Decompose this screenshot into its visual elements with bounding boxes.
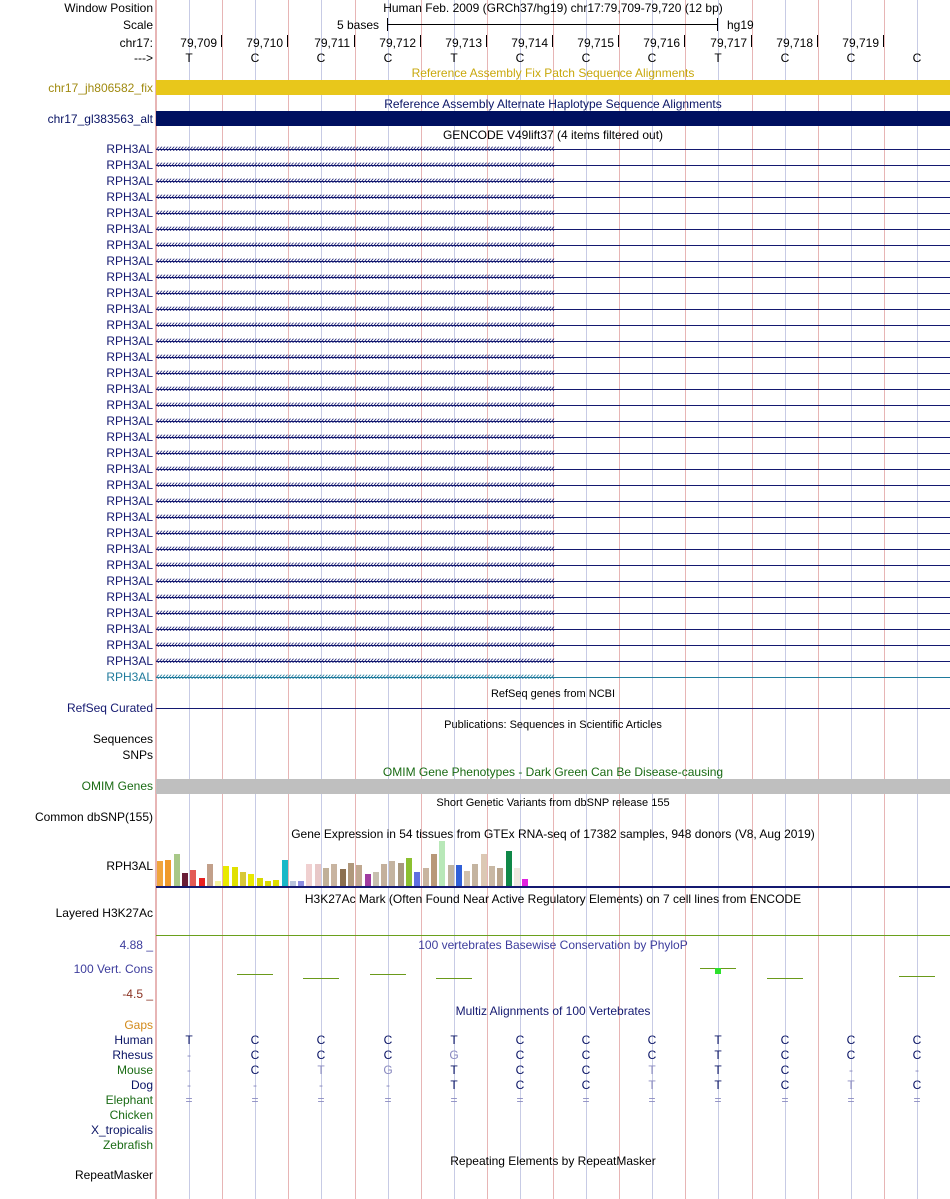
- alt-haplotype-label[interactable]: chr17_gl383563_alt: [47, 112, 153, 126]
- strand-arrows-icon: ‹‹‹‹‹‹‹‹‹‹‹‹‹‹‹‹‹‹‹‹‹‹‹‹‹‹‹‹‹‹‹‹‹‹‹‹‹‹‹‹‹‹‹‹‹‹‹‹‹‹‹‹‹‹‹‹‹‹‹‹‹‹‹‹‹‹‹‹‹‹‹‹‹‹‹‹‹‹‹‹‹‹‹‹‹‹‹‹‹‹‹‹‹‹‹‹‹‹‹‹‹‹‹‹‹‹‹‹‹‹‹‹‹‹‹‹‹‹‹‹‹‹‹‹‹‹‹‹‹‹: [156, 271, 555, 283]
- gtex-bar[interactable]: [174, 854, 180, 886]
- gencode-gene-label[interactable]: RPH3AL: [106, 334, 153, 348]
- multiz-base: C: [581, 1063, 591, 1077]
- phylop-peak[interactable]: [715, 968, 721, 974]
- multiz-base: G: [449, 1048, 459, 1062]
- gtex-bar[interactable]: [448, 865, 454, 886]
- phylop-label[interactable]: 100 Vert. Cons: [73, 962, 153, 976]
- base-letter: T: [714, 51, 722, 65]
- position-tick-label: 79,710: [246, 36, 283, 50]
- alt-haplotype-track-title: Reference Assembly Alternate Haplotype Sequence Alignments: [384, 97, 722, 111]
- gtex-bar[interactable]: [381, 864, 387, 886]
- multiz-base: C: [647, 1048, 657, 1062]
- gtex-bar[interactable]: [356, 865, 362, 886]
- gtex-bar[interactable]: [157, 861, 163, 886]
- multiz-species-label[interactable]: Zebrafish: [102, 1138, 153, 1152]
- gtex-bar[interactable]: [439, 841, 445, 886]
- scale-bar-right-tick: [717, 18, 718, 31]
- gtex-bar[interactable]: [464, 871, 470, 886]
- multiz-base: C: [250, 1033, 260, 1047]
- position-tick-label: 79,718: [776, 36, 813, 50]
- scale-bar-left-tick: [387, 18, 388, 31]
- gtex-bar[interactable]: [431, 854, 437, 886]
- gtex-gene-label[interactable]: RPH3AL: [106, 859, 153, 873]
- gencode-gene-label[interactable]: RPH3AL: [106, 414, 153, 428]
- gencode-gene-label[interactable]: RPH3AL: [106, 254, 153, 268]
- base-letter: C: [383, 51, 393, 65]
- multiz-base: C: [846, 1048, 856, 1062]
- dbsnp-track-title: Short Genetic Variants from dbSNP release 155: [436, 797, 670, 809]
- multiz-base: =: [317, 1093, 325, 1107]
- multiz-base: T: [450, 1078, 458, 1092]
- strand-arrows-icon: ‹‹‹‹‹‹‹‹‹‹‹‹‹‹‹‹‹‹‹‹‹‹‹‹‹‹‹‹‹‹‹‹‹‹‹‹‹‹‹‹‹‹‹‹‹‹‹‹‹‹‹‹‹‹‹‹‹‹‹‹‹‹‹‹‹‹‹‹‹‹‹‹‹‹‹‹‹‹‹‹‹‹‹‹‹‹‹‹‹‹‹‹‹‹‹‹‹‹‹‹‹‹‹‹‹‹‹‹‹‹‹‹‹‹‹‹‹‹‹‹‹‹‹‹‹‹‹‹‹‹: [156, 207, 555, 219]
- base-letter: T: [450, 51, 458, 65]
- phylop-mark[interactable]: [436, 978, 472, 979]
- gtex-bar[interactable]: [489, 866, 495, 886]
- strand-arrows-icon: ‹‹‹‹‹‹‹‹‹‹‹‹‹‹‹‹‹‹‹‹‹‹‹‹‹‹‹‹‹‹‹‹‹‹‹‹‹‹‹‹‹‹‹‹‹‹‹‹‹‹‹‹‹‹‹‹‹‹‹‹‹‹‹‹‹‹‹‹‹‹‹‹‹‹‹‹‹‹‹‹‹‹‹‹‹‹‹‹‹‹‹‹‹‹‹‹‹‹‹‹‹‹‹‹‹‹‹‹‹‹‹‹‹‹‹‹‹‹‹‹‹‹‹‹‹‹‹‹‹‹: [156, 575, 555, 587]
- gtex-bar[interactable]: [207, 864, 213, 886]
- multiz-base: C: [647, 1033, 657, 1047]
- strand-arrows-icon: ‹‹‹‹‹‹‹‹‹‹‹‹‹‹‹‹‹‹‹‹‹‹‹‹‹‹‹‹‹‹‹‹‹‹‹‹‹‹‹‹‹‹‹‹‹‹‹‹‹‹‹‹‹‹‹‹‹‹‹‹‹‹‹‹‹‹‹‹‹‹‹‹‹‹‹‹‹‹‹‹‹‹‹‹‹‹‹‹‹‹‹‹‹‹‹‹‹‹‹‹‹‹‹‹‹‹‹‹‹‹‹‹‹‹‹‹‹‹‹‹‹‹‹‹‹‹‹‹‹‹: [156, 559, 555, 571]
- strand-arrows-icon: ‹‹‹‹‹‹‹‹‹‹‹‹‹‹‹‹‹‹‹‹‹‹‹‹‹‹‹‹‹‹‹‹‹‹‹‹‹‹‹‹‹‹‹‹‹‹‹‹‹‹‹‹‹‹‹‹‹‹‹‹‹‹‹‹‹‹‹‹‹‹‹‹‹‹‹‹‹‹‹‹‹‹‹‹‹‹‹‹‹‹‹‹‹‹‹‹‹‹‹‹‹‹‹‹‹‹‹‹‹‹‹‹‹‹‹‹‹‹‹‹‹‹‹‹‹‹‹‹‹‹: [156, 303, 555, 315]
- gencode-gene-label[interactable]: RPH3AL: [106, 286, 153, 300]
- phylop-min-label: -4.5 _: [122, 987, 153, 1001]
- gencode-gene-label[interactable]: RPH3AL: [106, 270, 153, 284]
- phylop-track-title: 100 vertebrates Basewise Conservation by PhyloP: [418, 938, 688, 952]
- multiz-base: C: [912, 1078, 922, 1092]
- base-letter: C: [581, 51, 591, 65]
- position-tick: [883, 35, 884, 47]
- gencode-gene-label[interactable]: RPH3AL: [106, 382, 153, 396]
- multiz-base: =: [450, 1093, 458, 1107]
- multiz-base: C: [515, 1048, 525, 1062]
- gtex-bar[interactable]: [240, 872, 246, 886]
- phylop-mark[interactable]: [370, 974, 406, 975]
- strand-arrows-icon: ‹‹‹‹‹‹‹‹‹‹‹‹‹‹‹‹‹‹‹‹‹‹‹‹‹‹‹‹‹‹‹‹‹‹‹‹‹‹‹‹‹‹‹‹‹‹‹‹‹‹‹‹‹‹‹‹‹‹‹‹‹‹‹‹‹‹‹‹‹‹‹‹‹‹‹‹‹‹‹‹‹‹‹‹‹‹‹‹‹‹‹‹‹‹‹‹‹‹‹‹‹‹‹‹‹‹‹‹‹‹‹‹‹‹‹‹‹‹‹‹‹‹‹‹‹‹‹‹‹‹: [156, 255, 555, 267]
- multiz-base: -: [319, 1078, 323, 1092]
- position-tick-label: 79,717: [710, 36, 747, 50]
- gtex-bar[interactable]: [199, 878, 205, 886]
- assembly-label: hg19: [727, 18, 754, 32]
- position-tick-label: 79,709: [180, 36, 217, 50]
- gtex-bar[interactable]: [182, 873, 188, 886]
- publications-track-title: Publications: Sequences in Scientific Articles: [444, 719, 662, 731]
- multiz-species-label[interactable]: Mouse: [116, 1063, 153, 1077]
- alt-haplotype-bar[interactable]: [156, 111, 950, 126]
- strand-arrows-icon: ‹‹‹‹‹‹‹‹‹‹‹‹‹‹‹‹‹‹‹‹‹‹‹‹‹‹‹‹‹‹‹‹‹‹‹‹‹‹‹‹‹‹‹‹‹‹‹‹‹‹‹‹‹‹‹‹‹‹‹‹‹‹‹‹‹‹‹‹‹‹‹‹‹‹‹‹‹‹‹‹‹‹‹‹‹‹‹‹‹‹‹‹‹‹‹‹‹‹‹‹‹‹‹‹‹‹‹‹‹‹‹‹‹‹‹‹‹‹‹‹‹‹‹‹‹‹‹‹‹‹: [156, 367, 555, 379]
- multiz-base: =: [251, 1093, 259, 1107]
- base-letter: C: [647, 51, 657, 65]
- position-tick-label: 79,719: [842, 36, 879, 50]
- gtex-bar[interactable]: [373, 872, 379, 886]
- position-tick: [817, 35, 818, 47]
- strand-arrows-icon: ‹‹‹‹‹‹‹‹‹‹‹‹‹‹‹‹‹‹‹‹‹‹‹‹‹‹‹‹‹‹‹‹‹‹‹‹‹‹‹‹‹‹‹‹‹‹‹‹‹‹‹‹‹‹‹‹‹‹‹‹‹‹‹‹‹‹‹‹‹‹‹‹‹‹‹‹‹‹‹‹‹‹‹‹‹‹‹‹‹‹‹‹‹‹‹‹‹‹‹‹‹‹‹‹‹‹‹‹‹‹‹‹‹‹‹‹‹‹‹‹‹‹‹‹‹‹‹‹‹‹: [156, 479, 555, 491]
- gencode-gene-label[interactable]: RPH3AL: [106, 622, 153, 636]
- strand-arrows-icon: ‹‹‹‹‹‹‹‹‹‹‹‹‹‹‹‹‹‹‹‹‹‹‹‹‹‹‹‹‹‹‹‹‹‹‹‹‹‹‹‹‹‹‹‹‹‹‹‹‹‹‹‹‹‹‹‹‹‹‹‹‹‹‹‹‹‹‹‹‹‹‹‹‹‹‹‹‹‹‹‹‹‹‹‹‹‹‹‹‹‹‹‹‹‹‹‹‹‹‹‹‹‹‹‹‹‹‹‹‹‹‹‹‹‹‹‹‹‹‹‹‹‹‹‹‹‹‹‹‹‹: [156, 399, 555, 411]
- gtex-bar[interactable]: [414, 872, 420, 886]
- gencode-gene-label[interactable]: RPH3AL: [106, 446, 153, 460]
- gtex-bar[interactable]: [165, 860, 171, 886]
- multiz-base: C: [581, 1078, 591, 1092]
- base-letter: C: [780, 51, 790, 65]
- gencode-gene-label[interactable]: RPH3AL: [106, 638, 153, 652]
- phylop-mark[interactable]: [303, 978, 339, 979]
- multiz-base: C: [250, 1048, 260, 1062]
- position-tick: [287, 35, 288, 47]
- position-tick: [618, 35, 619, 47]
- repeatmasker-label[interactable]: RepeatMasker: [74, 1168, 153, 1182]
- gencode-gene-label[interactable]: RPH3AL: [106, 238, 153, 252]
- base-letter: C: [250, 51, 260, 65]
- gencode-gene-label[interactable]: RPH3AL: [106, 398, 153, 412]
- repeatmasker-track-title: Repeating Elements by RepeatMasker: [450, 1154, 656, 1168]
- scale-text: 5 bases: [337, 18, 380, 32]
- refseq-track-title: RefSeq genes from NCBI: [490, 688, 616, 700]
- gtex-bar[interactable]: [456, 865, 462, 886]
- fix-patch-bar[interactable]: [156, 80, 950, 95]
- gencode-gene-label[interactable]: RPH3AL: [106, 542, 153, 556]
- multiz-species-label[interactable]: Chicken: [109, 1108, 153, 1122]
- strand-arrows-icon: ‹‹‹‹‹‹‹‹‹‹‹‹‹‹‹‹‹‹‹‹‹‹‹‹‹‹‹‹‹‹‹‹‹‹‹‹‹‹‹‹‹‹‹‹‹‹‹‹‹‹‹‹‹‹‹‹‹‹‹‹‹‹‹‹‹‹‹‹‹‹‹‹‹‹‹‹‹‹‹‹‹‹‹‹‹‹‹‹‹‹‹‹‹‹‹‹‹‹‹‹‹‹‹‹‹‹‹‹‹‹‹‹‹‹‹‹‹‹‹‹‹‹‹‹‹‹‹‹‹‹: [156, 591, 555, 603]
- multiz-base: T: [648, 1063, 656, 1077]
- gencode-gene-label[interactable]: RPH3AL: [106, 510, 153, 524]
- gtex-bar[interactable]: [340, 869, 346, 886]
- h3k27ac-track-title: H3K27Ac Mark (Often Found Near Active Regulatory Elements) on 7 cell lines from ENCODE: [304, 892, 802, 906]
- multiz-base: C: [581, 1048, 591, 1062]
- gtex-bar[interactable]: [514, 868, 520, 886]
- multiz-species-label[interactable]: Dog: [130, 1078, 153, 1092]
- gtex-bar[interactable]: [190, 870, 196, 886]
- multiz-base: T: [450, 1033, 458, 1047]
- gencode-gene-label[interactable]: RPH3AL: [106, 494, 153, 508]
- multiz-base: T: [714, 1033, 722, 1047]
- gtex-bar[interactable]: [506, 851, 512, 886]
- gtex-track-title: Gene Expression in 54 tissues from GTEx RNA-seq of 17382 samples, 948 donors (V8, Aug 2019): [291, 827, 815, 841]
- multiz-base: -: [915, 1063, 919, 1077]
- multiz-base: C: [515, 1063, 525, 1077]
- multiz-base: -: [253, 1078, 257, 1092]
- gencode-gene-label[interactable]: RPH3AL: [106, 206, 153, 220]
- multiz-species-label[interactable]: Elephant: [105, 1093, 153, 1107]
- gencode-gene-label[interactable]: RPH3AL: [106, 222, 153, 236]
- fix-patch-label[interactable]: chr17_jh806582_fix: [48, 81, 153, 95]
- multiz-base: C: [383, 1033, 393, 1047]
- phylop-mark[interactable]: [767, 978, 803, 979]
- strand-arrows-icon: ‹‹‹‹‹‹‹‹‹‹‹‹‹‹‹‹‹‹‹‹‹‹‹‹‹‹‹‹‹‹‹‹‹‹‹‹‹‹‹‹‹‹‹‹‹‹‹‹‹‹‹‹‹‹‹‹‹‹‹‹‹‹‹‹‹‹‹‹‹‹‹‹‹‹‹‹‹‹‹‹‹‹‹‹‹‹‹‹‹‹‹‹‹‹‹‹‹‹‹‹‹‹‹‹‹‹‹‹‹‹‹‹‹‹‹‹‹‹‹‹‹‹‹‹‹‹‹‹‹‹: [156, 511, 555, 523]
- strand-arrows-icon: ‹‹‹‹‹‹‹‹‹‹‹‹‹‹‹‹‹‹‹‹‹‹‹‹‹‹‹‹‹‹‹‹‹‹‹‹‹‹‹‹‹‹‹‹‹‹‹‹‹‹‹‹‹‹‹‹‹‹‹‹‹‹‹‹‹‹‹‹‹‹‹‹‹‹‹‹‹‹‹‹‹‹‹‹‹‹‹‹‹‹‹‹‹‹‹‹‹‹‹‹‹‹‹‹‹‹‹‹‹‹‹‹‹‹‹‹‹‹‹‹‹‹‹‹‹‹‹‹‹‹: [156, 431, 555, 443]
- fix-patch-track-title: Reference Assembly Fix Patch Sequence Alignments: [411, 66, 695, 80]
- h3k27ac-label[interactable]: Layered H3K27Ac: [55, 906, 153, 920]
- multiz-track-title: Multiz Alignments of 100 Vertebrates: [455, 1004, 651, 1018]
- strand-arrows-icon: ‹‹‹‹‹‹‹‹‹‹‹‹‹‹‹‹‹‹‹‹‹‹‹‹‹‹‹‹‹‹‹‹‹‹‹‹‹‹‹‹‹‹‹‹‹‹‹‹‹‹‹‹‹‹‹‹‹‹‹‹‹‹‹‹‹‹‹‹‹‹‹‹‹‹‹‹‹‹‹‹‹‹‹‹‹‹‹‹‹‹‹‹‹‹‹‹‹‹‹‹‹‹‹‹‹‹‹‹‹‹‹‹‹‹‹‹‹‹‹‹‹‹‹‹‹‹‹‹‹‹: [156, 143, 555, 155]
- position-tick: [552, 35, 553, 47]
- gencode-gene-label[interactable]: RPH3AL: [106, 606, 153, 620]
- phylop-max-label: 4.88 _: [119, 938, 153, 952]
- strand-arrows-icon: ‹‹‹‹‹‹‹‹‹‹‹‹‹‹‹‹‹‹‹‹‹‹‹‹‹‹‹‹‹‹‹‹‹‹‹‹‹‹‹‹‹‹‹‹‹‹‹‹‹‹‹‹‹‹‹‹‹‹‹‹‹‹‹‹‹‹‹‹‹‹‹‹‹‹‹‹‹‹‹‹‹‹‹‹‹‹‹‹‹‹‹‹‹‹‹‹‹‹‹‹‹‹‹‹‹‹‹‹‹‹‹‹‹‹‹‹‹‹‹‹‹‹‹‹‹‹‹‹‹‹: [156, 447, 555, 459]
- position-tick-label: 79,714: [511, 36, 548, 50]
- multiz-species-label[interactable]: Rhesus: [112, 1048, 153, 1062]
- multiz-base: =: [384, 1093, 392, 1107]
- multiz-base: T: [714, 1078, 722, 1092]
- strand-arrows-icon: ‹‹‹‹‹‹‹‹‹‹‹‹‹‹‹‹‹‹‹‹‹‹‹‹‹‹‹‹‹‹‹‹‹‹‹‹‹‹‹‹‹‹‹‹‹‹‹‹‹‹‹‹‹‹‹‹‹‹‹‹‹‹‹‹‹‹‹‹‹‹‹‹‹‹‹‹‹‹‹‹‹‹‹‹‹‹‹‹‹‹‹‹‹‹‹‹‹‹‹‹‹‹‹‹‹‹‹‹‹‹‹‹‹‹‹‹‹‹‹‹‹‹‹‹‹‹‹‹‹‹: [156, 159, 555, 171]
- multiz-base: T: [714, 1063, 722, 1077]
- gtex-bar[interactable]: [315, 864, 321, 886]
- gencode-gene-label[interactable]: RPH3AL: [106, 558, 153, 572]
- gtex-bar[interactable]: [282, 860, 288, 886]
- gencode-gene-label[interactable]: RPH3AL: [106, 654, 153, 668]
- omim-track-title: OMIM Gene Phenotypes - Dark Green Can Be Disease-causing: [382, 765, 724, 779]
- gtex-baseline: [156, 886, 950, 888]
- gencode-gene-label[interactable]: RPH3AL: [106, 318, 153, 332]
- strand-arrows-icon: ‹‹‹‹‹‹‹‹‹‹‹‹‹‹‹‹‹‹‹‹‹‹‹‹‹‹‹‹‹‹‹‹‹‹‹‹‹‹‹‹‹‹‹‹‹‹‹‹‹‹‹‹‹‹‹‹‹‹‹‹‹‹‹‹‹‹‹‹‹‹‹‹‹‹‹‹‹‹‹‹‹‹‹‹‹‹‹‹‹‹‹‹‹‹‹‹‹‹‹‹‹‹‹‹‹‹‹‹‹‹‹‹‹‹‹‹‹‹‹‹‹‹‹‹‹‹‹‹‹‹: [156, 607, 555, 619]
- multiz-species-label[interactable]: X_tropicalis: [90, 1123, 153, 1137]
- multiz-base: C: [912, 1033, 922, 1047]
- phylop-mark[interactable]: [899, 976, 935, 977]
- gencode-gene-label[interactable]: RPH3AL: [106, 190, 153, 204]
- multiz-base: C: [515, 1033, 525, 1047]
- strand-arrows-icon: ‹‹‹‹‹‹‹‹‹‹‹‹‹‹‹‹‹‹‹‹‹‹‹‹‹‹‹‹‹‹‹‹‹‹‹‹‹‹‹‹‹‹‹‹‹‹‹‹‹‹‹‹‹‹‹‹‹‹‹‹‹‹‹‹‹‹‹‹‹‹‹‹‹‹‹‹‹‹‹‹‹‹‹‹‹‹‹‹‹‹‹‹‹‹‹‹‹‹‹‹‹‹‹‹‹‹‹‹‹‹‹‹‹‹‹‹‹‹‹‹‹‹‹‹‹‹‹‹‹‹: [156, 655, 555, 667]
- multiz-base: T: [648, 1078, 656, 1092]
- position-tick: [751, 35, 752, 47]
- position-tick-label: 79,716: [643, 36, 680, 50]
- gencode-gene-label[interactable]: RPH3AL: [106, 350, 153, 364]
- multiz-base: C: [383, 1048, 393, 1062]
- phylop-mark[interactable]: [237, 974, 273, 975]
- gencode-gene-label[interactable]: RPH3AL: [106, 158, 153, 172]
- position-tick: [486, 35, 487, 47]
- base-letter: C: [912, 51, 922, 65]
- strand-arrows-icon: ‹‹‹‹‹‹‹‹‹‹‹‹‹‹‹‹‹‹‹‹‹‹‹‹‹‹‹‹‹‹‹‹‹‹‹‹‹‹‹‹‹‹‹‹‹‹‹‹‹‹‹‹‹‹‹‹‹‹‹‹‹‹‹‹‹‹‹‹‹‹‹‹‹‹‹‹‹‹‹‹‹‹‹‹‹‹‹‹‹‹‹‹‹‹‹‹‹‹‹‹‹‹‹‹‹‹‹‹‹‹‹‹‹‹‹‹‹‹‹‹‹‹‹‹‹‹‹‹‹‹: [156, 223, 555, 235]
- multiz-base: T: [450, 1063, 458, 1077]
- multiz-base: -: [386, 1078, 390, 1092]
- gencode-gene-label[interactable]: RPH3AL: [106, 574, 153, 588]
- omim-label[interactable]: OMIM Genes: [81, 779, 153, 793]
- multiz-base: =: [847, 1093, 855, 1107]
- dbsnp-label[interactable]: Common dbSNP(155): [34, 810, 153, 824]
- publications-snps-label[interactable]: SNPs: [122, 748, 153, 762]
- base-letter: T: [185, 51, 193, 65]
- multiz-base: -: [187, 1078, 191, 1092]
- gencode-gene-label[interactable]: RPH3AL: [106, 526, 153, 540]
- position-tick: [221, 35, 222, 47]
- strand-arrows-icon: ‹‹‹‹‹‹‹‹‹‹‹‹‹‹‹‹‹‹‹‹‹‹‹‹‹‹‹‹‹‹‹‹‹‹‹‹‹‹‹‹‹‹‹‹‹‹‹‹‹‹‹‹‹‹‹‹‹‹‹‹‹‹‹‹‹‹‹‹‹‹‹‹‹‹‹‹‹‹‹‹‹‹‹‹‹‹‹‹‹‹‹‹‹‹‹‹‹‹‹‹‹‹‹‹‹‹‹‹‹‹‹‹‹‹‹‹‹‹‹‹‹‹‹‹‹‹‹‹‹‹: [156, 671, 555, 683]
- gtex-bar[interactable]: [481, 854, 487, 886]
- multiz-base: =: [913, 1093, 921, 1107]
- strand-arrows-icon: ‹‹‹‹‹‹‹‹‹‹‹‹‹‹‹‹‹‹‹‹‹‹‹‹‹‹‹‹‹‹‹‹‹‹‹‹‹‹‹‹‹‹‹‹‹‹‹‹‹‹‹‹‹‹‹‹‹‹‹‹‹‹‹‹‹‹‹‹‹‹‹‹‹‹‹‹‹‹‹‹‹‹‹‹‹‹‹‹‹‹‹‹‹‹‹‹‹‹‹‹‹‹‹‹‹‹‹‹‹‹‹‹‹‹‹‹‹‹‹‹‹‹‹‹‹‹‹‹‹‹: [156, 335, 555, 347]
- strand-arrows-icon: ‹‹‹‹‹‹‹‹‹‹‹‹‹‹‹‹‹‹‹‹‹‹‹‹‹‹‹‹‹‹‹‹‹‹‹‹‹‹‹‹‹‹‹‹‹‹‹‹‹‹‹‹‹‹‹‹‹‹‹‹‹‹‹‹‹‹‹‹‹‹‹‹‹‹‹‹‹‹‹‹‹‹‹‹‹‹‹‹‹‹‹‹‹‹‹‹‹‹‹‹‹‹‹‹‹‹‹‹‹‹‹‹‹‹‹‹‹‹‹‹‹‹‹‹‹‹‹‹‹‹: [156, 351, 555, 363]
- multiz-base: -: [187, 1048, 191, 1062]
- strand-arrows-icon: ‹‹‹‹‹‹‹‹‹‹‹‹‹‹‹‹‹‹‹‹‹‹‹‹‹‹‹‹‹‹‹‹‹‹‹‹‹‹‹‹‹‹‹‹‹‹‹‹‹‹‹‹‹‹‹‹‹‹‹‹‹‹‹‹‹‹‹‹‹‹‹‹‹‹‹‹‹‹‹‹‹‹‹‹‹‹‹‹‹‹‹‹‹‹‹‹‹‹‹‹‹‹‹‹‹‹‹‹‹‹‹‹‹‹‹‹‹‹‹‹‹‹‹‹‹‹‹‹‹‹: [156, 287, 555, 299]
- position-tick: [684, 35, 685, 47]
- multiz-base: C: [581, 1033, 591, 1047]
- gencode-gene-label[interactable]: RPH3AL: [106, 302, 153, 316]
- gencode-gene-label[interactable]: RPH3AL: [106, 478, 153, 492]
- gencode-gene-label[interactable]: RPH3AL: [106, 462, 153, 476]
- base-letter: C: [846, 51, 856, 65]
- publications-sequences-label[interactable]: Sequences: [92, 732, 153, 746]
- strand-arrows-icon: ‹‹‹‹‹‹‹‹‹‹‹‹‹‹‹‹‹‹‹‹‹‹‹‹‹‹‹‹‹‹‹‹‹‹‹‹‹‹‹‹‹‹‹‹‹‹‹‹‹‹‹‹‹‹‹‹‹‹‹‹‹‹‹‹‹‹‹‹‹‹‹‹‹‹‹‹‹‹‹‹‹‹‹‹‹‹‹‹‹‹‹‹‹‹‹‹‹‹‹‹‹‹‹‹‹‹‹‹‹‹‹‹‹‹‹‹‹‹‹‹‹‹‹‹‹‹‹‹‹‹: [156, 191, 555, 203]
- strand-arrows-icon: ‹‹‹‹‹‹‹‹‹‹‹‹‹‹‹‹‹‹‹‹‹‹‹‹‹‹‹‹‹‹‹‹‹‹‹‹‹‹‹‹‹‹‹‹‹‹‹‹‹‹‹‹‹‹‹‹‹‹‹‹‹‹‹‹‹‹‹‹‹‹‹‹‹‹‹‹‹‹‹‹‹‹‹‹‹‹‹‹‹‹‹‹‹‹‹‹‹‹‹‹‹‹‹‹‹‹‹‹‹‹‹‹‹‹‹‹‹‹‹‹‹‹‹‹‹‹‹‹‹‹: [156, 543, 555, 555]
- multiz-base: C: [515, 1078, 525, 1092]
- multiz-base: =: [648, 1093, 656, 1107]
- strand-arrows-icon: ‹‹‹‹‹‹‹‹‹‹‹‹‹‹‹‹‹‹‹‹‹‹‹‹‹‹‹‹‹‹‹‹‹‹‹‹‹‹‹‹‹‹‹‹‹‹‹‹‹‹‹‹‹‹‹‹‹‹‹‹‹‹‹‹‹‹‹‹‹‹‹‹‹‹‹‹‹‹‹‹‹‹‹‹‹‹‹‹‹‹‹‹‹‹‹‹‹‹‹‹‹‹‹‹‹‹‹‹‹‹‹‹‹‹‹‹‹‹‹‹‹‹‹‹‹‹‹‹‹‹: [156, 495, 555, 507]
- base-letter: C: [316, 51, 326, 65]
- strand-arrows-icon: ‹‹‹‹‹‹‹‹‹‹‹‹‹‹‹‹‹‹‹‹‹‹‹‹‹‹‹‹‹‹‹‹‹‹‹‹‹‹‹‹‹‹‹‹‹‹‹‹‹‹‹‹‹‹‹‹‹‹‹‹‹‹‹‹‹‹‹‹‹‹‹‹‹‹‹‹‹‹‹‹‹‹‹‹‹‹‹‹‹‹‹‹‹‹‹‹‹‹‹‹‹‹‹‹‹‹‹‹‹‹‹‹‹‹‹‹‹‹‹‹‹‹‹‹‹‹‹‹‹‹: [156, 415, 555, 427]
- position-tick: [354, 35, 355, 47]
- scale-label: Scale: [122, 18, 153, 32]
- h3k27ac-baseline: [156, 935, 950, 936]
- gencode-gene-label[interactable]: RPH3AL: [106, 590, 153, 604]
- chrom-label: chr17:: [119, 36, 153, 50]
- gtex-bar[interactable]: [423, 868, 429, 886]
- strand-arrows-icon: ‹‹‹‹‹‹‹‹‹‹‹‹‹‹‹‹‹‹‹‹‹‹‹‹‹‹‹‹‹‹‹‹‹‹‹‹‹‹‹‹‹‹‹‹‹‹‹‹‹‹‹‹‹‹‹‹‹‹‹‹‹‹‹‹‹‹‹‹‹‹‹‹‹‹‹‹‹‹‹‹‹‹‹‹‹‹‹‹‹‹‹‹‹‹‹‹‹‹‹‹‹‹‹‹‹‹‹‹‹‹‹‹‹‹‹‹‹‹‹‹‹‹‹‹‹‹‹‹‹‹: [156, 175, 555, 187]
- window-position-label: Window Position: [64, 1, 153, 15]
- multiz-base: T: [714, 1048, 722, 1062]
- gtex-bar[interactable]: [257, 878, 263, 886]
- gencode-gene-label[interactable]: RPH3AL: [106, 174, 153, 188]
- multiz-base: C: [780, 1048, 790, 1062]
- multiz-base: C: [780, 1063, 790, 1077]
- position-tick-label: 79,713: [445, 36, 482, 50]
- multiz-base: C: [846, 1033, 856, 1047]
- strand-label: --->: [134, 51, 153, 65]
- position-tick-label: 79,712: [379, 36, 416, 50]
- strand-arrows-icon: ‹‹‹‹‹‹‹‹‹‹‹‹‹‹‹‹‹‹‹‹‹‹‹‹‹‹‹‹‹‹‹‹‹‹‹‹‹‹‹‹‹‹‹‹‹‹‹‹‹‹‹‹‹‹‹‹‹‹‹‹‹‹‹‹‹‹‹‹‹‹‹‹‹‹‹‹‹‹‹‹‹‹‹‹‹‹‹‹‹‹‹‹‹‹‹‹‹‹‹‹‹‹‹‹‹‹‹‹‹‹‹‹‹‹‹‹‹‹‹‹‹‹‹‹‹‹‹‹‹‹: [156, 527, 555, 539]
- multiz-base: =: [781, 1093, 789, 1107]
- base-letter: C: [515, 51, 525, 65]
- gencode-gene-label[interactable]: RPH3AL: [106, 670, 153, 684]
- multiz-base: T: [185, 1033, 193, 1047]
- refseq-gene-line[interactable]: [156, 708, 950, 709]
- multiz-base: C: [780, 1078, 790, 1092]
- position-tick: [420, 35, 421, 47]
- strand-arrows-icon: ‹‹‹‹‹‹‹‹‹‹‹‹‹‹‹‹‹‹‹‹‹‹‹‹‹‹‹‹‹‹‹‹‹‹‹‹‹‹‹‹‹‹‹‹‹‹‹‹‹‹‹‹‹‹‹‹‹‹‹‹‹‹‹‹‹‹‹‹‹‹‹‹‹‹‹‹‹‹‹‹‹‹‹‹‹‹‹‹‹‹‹‹‹‹‹‹‹‹‹‹‹‹‹‹‹‹‹‹‹‹‹‹‹‹‹‹‹‹‹‹‹‹‹‹‹‹‹‹‹‹: [156, 319, 555, 331]
- multiz-base: C: [912, 1048, 922, 1062]
- multiz-base: -: [187, 1063, 191, 1077]
- gencode-gene-label[interactable]: RPH3AL: [106, 366, 153, 380]
- strand-arrows-icon: ‹‹‹‹‹‹‹‹‹‹‹‹‹‹‹‹‹‹‹‹‹‹‹‹‹‹‹‹‹‹‹‹‹‹‹‹‹‹‹‹‹‹‹‹‹‹‹‹‹‹‹‹‹‹‹‹‹‹‹‹‹‹‹‹‹‹‹‹‹‹‹‹‹‹‹‹‹‹‹‹‹‹‹‹‹‹‹‹‹‹‹‹‹‹‹‹‹‹‹‹‹‹‹‹‹‹‹‹‹‹‹‹‹‹‹‹‹‹‹‹‹‹‹‹‹‹‹‹‹‹: [156, 639, 555, 651]
- gtex-bar[interactable]: [331, 864, 337, 886]
- position-tick-label: 79,711: [314, 36, 350, 50]
- gtex-bar[interactable]: [232, 867, 238, 886]
- multiz-base: G: [383, 1063, 393, 1077]
- gtex-bar[interactable]: [389, 861, 395, 886]
- multiz-base: -: [849, 1063, 853, 1077]
- multiz-base: =: [516, 1093, 524, 1107]
- multiz-base: T: [847, 1078, 855, 1092]
- multiz-species-label[interactable]: Human: [114, 1033, 153, 1047]
- gtex-bar[interactable]: [522, 879, 528, 886]
- position-tick-label: 79,715: [577, 36, 614, 50]
- multiz-base: C: [316, 1048, 326, 1062]
- strand-arrows-icon: ‹‹‹‹‹‹‹‹‹‹‹‹‹‹‹‹‹‹‹‹‹‹‹‹‹‹‹‹‹‹‹‹‹‹‹‹‹‹‹‹‹‹‹‹‹‹‹‹‹‹‹‹‹‹‹‹‹‹‹‹‹‹‹‹‹‹‹‹‹‹‹‹‹‹‹‹‹‹‹‹‹‹‹‹‹‹‹‹‹‹‹‹‹‹‹‹‹‹‹‹‹‹‹‹‹‹‹‹‹‹‹‹‹‹‹‹‹‹‹‹‹‹‹‹‹‹‹‹‹‹: [156, 623, 555, 635]
- gtex-bar[interactable]: [365, 874, 371, 886]
- gencode-gene-label[interactable]: RPH3AL: [106, 142, 153, 156]
- scale-bar: [387, 24, 718, 25]
- gencode-gene-label[interactable]: RPH3AL: [106, 430, 153, 444]
- multiz-base: =: [582, 1093, 590, 1107]
- gtex-bar[interactable]: [306, 864, 312, 886]
- gtex-bar[interactable]: [248, 874, 254, 886]
- multiz-base: T: [317, 1063, 325, 1077]
- gtex-bar[interactable]: [406, 858, 412, 886]
- strand-arrows-icon: ‹‹‹‹‹‹‹‹‹‹‹‹‹‹‹‹‹‹‹‹‹‹‹‹‹‹‹‹‹‹‹‹‹‹‹‹‹‹‹‹‹‹‹‹‹‹‹‹‹‹‹‹‹‹‹‹‹‹‹‹‹‹‹‹‹‹‹‹‹‹‹‹‹‹‹‹‹‹‹‹‹‹‹‹‹‹‹‹‹‹‹‹‹‹‹‹‹‹‹‹‹‹‹‹‹‹‹‹‹‹‹‹‹‹‹‹‹‹‹‹‹‹‹‹‹‹‹‹‹‹: [156, 463, 555, 475]
- multiz-base: C: [780, 1033, 790, 1047]
- strand-arrows-icon: ‹‹‹‹‹‹‹‹‹‹‹‹‹‹‹‹‹‹‹‹‹‹‹‹‹‹‹‹‹‹‹‹‹‹‹‹‹‹‹‹‹‹‹‹‹‹‹‹‹‹‹‹‹‹‹‹‹‹‹‹‹‹‹‹‹‹‹‹‹‹‹‹‹‹‹‹‹‹‹‹‹‹‹‹‹‹‹‹‹‹‹‹‹‹‹‹‹‹‹‹‹‹‹‹‹‹‹‹‹‹‹‹‹‹‹‹‹‹‹‹‹‹‹‹‹‹‹‹‹‹: [156, 383, 555, 395]
- multiz-base: C: [316, 1033, 326, 1047]
- strand-arrows-icon: ‹‹‹‹‹‹‹‹‹‹‹‹‹‹‹‹‹‹‹‹‹‹‹‹‹‹‹‹‹‹‹‹‹‹‹‹‹‹‹‹‹‹‹‹‹‹‹‹‹‹‹‹‹‹‹‹‹‹‹‹‹‹‹‹‹‹‹‹‹‹‹‹‹‹‹‹‹‹‹‹‹‹‹‹‹‹‹‹‹‹‹‹‹‹‹‹‹‹‹‹‹‹‹‹‹‹‹‹‹‹‹‹‹‹‹‹‹‹‹‹‹‹‹‹‹‹‹‹‹‹: [156, 239, 555, 251]
- gtex-bar[interactable]: [398, 863, 404, 886]
- gtex-bar[interactable]: [497, 868, 503, 886]
- gencode-track-title: GENCODE V49lift37 (4 items filtered out): [442, 128, 664, 142]
- gtex-bar[interactable]: [472, 864, 478, 886]
- multiz-base: =: [185, 1093, 193, 1107]
- multiz-base: C: [250, 1063, 260, 1077]
- gtex-bar[interactable]: [323, 868, 329, 886]
- refseq-label[interactable]: RefSeq Curated: [66, 701, 153, 715]
- gtex-bar[interactable]: [348, 863, 354, 886]
- multiz-gaps-label[interactable]: Gaps: [124, 1018, 153, 1032]
- gtex-bar[interactable]: [223, 866, 229, 886]
- multiz-base: =: [714, 1093, 722, 1107]
- omim-bar[interactable]: [156, 779, 950, 794]
- window-position-value: Human Feb. 2009 (GRCh37/hg19) chr17:79,709-79,720 (12 bp): [383, 1, 723, 15]
